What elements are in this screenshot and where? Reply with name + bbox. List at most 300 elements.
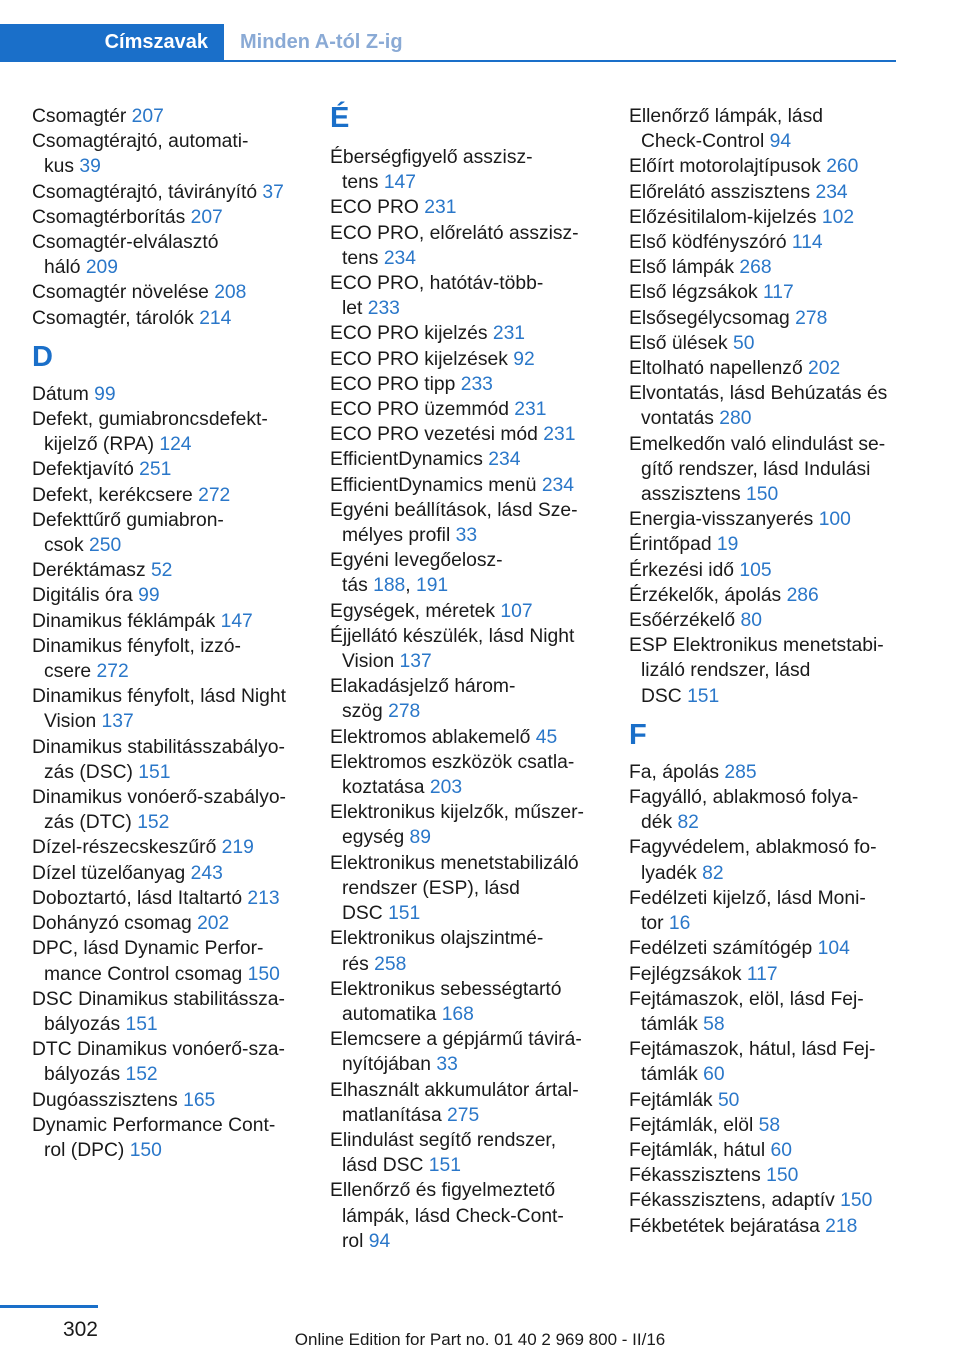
entry-term: Éjjellátó készülék, lásd Night [330, 625, 575, 647]
index-entry [330, 271, 605, 321]
index-entry: Egyéni levegőelosz‐ tás 188, 191 [330, 550, 503, 597]
index-column-2 [330, 104, 605, 1254]
page-reference-link[interactable]: 231 [424, 197, 457, 219]
index-entry [629, 583, 904, 608]
index-entry [32, 1113, 307, 1163]
index-entry [330, 977, 605, 1027]
index-entry [629, 987, 904, 1037]
entry-term: Első ködfényszóró [629, 232, 787, 254]
entry-term: Egyéni beállítások, lásd Sze‐ [330, 499, 578, 521]
page-reference-link[interactable]: 191 [415, 575, 449, 597]
index-entry [629, 835, 904, 885]
entry-term: Elektromos ablakemelő [330, 726, 531, 748]
entry-term-continuation: lámpák, lásd Check-Cont‐ [342, 1205, 564, 1227]
entry-term: Energia-visszanyerés [629, 509, 814, 531]
index-entry [629, 1113, 904, 1138]
entry-term-continuation: tor [641, 913, 664, 935]
page-reference-link[interactable]: 137 [399, 651, 432, 673]
entry-term: Dinamikus vonóerő-szabályo‐ [32, 787, 286, 809]
page-reference-link[interactable]: 233 [367, 298, 400, 320]
entry-term: Előzésitilalom-kijelzés [629, 206, 817, 228]
page-reference-link[interactable]: 99 [138, 585, 160, 607]
entry-term: ECO PRO, előrelátó asszisz‐ [330, 222, 579, 244]
index-entry [330, 447, 605, 472]
index-entry [32, 483, 307, 508]
entry-term: Egységek, méretek [330, 600, 496, 622]
index-entry [32, 936, 307, 986]
entry-term: Dinamikus stabilitásszabályo‐ [32, 736, 285, 758]
page-reference-link[interactable]: 39 [79, 156, 101, 178]
entry-term: Elvontatás, lásd Behúzatás és [629, 383, 888, 405]
entry-term: DTC Dinamikus vonóerő-sza‐ [32, 1039, 285, 1061]
index-entry [629, 180, 904, 205]
entry-term: DPC, lásd Dynamic Perfor‐ [32, 938, 264, 960]
page-reference-link[interactable]: 58 [758, 1114, 781, 1136]
page-reference-link[interactable]: 234 [815, 181, 848, 203]
entry-term: Előírt motorolajtípusok [629, 156, 821, 178]
entry-term: Csomagtér-elválasztó [32, 232, 219, 254]
page-reference-link[interactable]: 231 [543, 424, 576, 446]
entry-term-continuation: támlák [641, 1064, 698, 1086]
entry-term: Fagyvédelem, ablakmosó fo‐ [629, 837, 877, 859]
page-reference-link[interactable]: 150 [766, 1165, 799, 1187]
index-entry [629, 633, 904, 709]
entry-term-continuation: nyítójában [342, 1054, 431, 1076]
entry-term: ECO PRO [330, 197, 419, 219]
entry-term-continuation: rendszer (ESP), lásd [342, 877, 520, 899]
page-reference-link[interactable]: 45 [535, 726, 558, 748]
section-letter: F [629, 718, 647, 751]
page-reference-link[interactable]: 207 [131, 106, 164, 127]
entry-term: Dinamikus fényfolt, lásd Night [32, 686, 286, 708]
entry-term: ECO PRO, hatótáv-több‐ [330, 273, 544, 295]
entry-term-continuation: szög [342, 701, 383, 723]
index-entry [32, 684, 307, 734]
entry-term-continuation: gítő rendszer, lásd Indulási [641, 458, 871, 480]
page-reference-link[interactable]: 219 [221, 837, 254, 859]
page-reference-link[interactable]: 105 [739, 559, 772, 581]
page-reference-link[interactable]: 58 [703, 1013, 725, 1035]
page-reference-link[interactable]: 151 [687, 685, 720, 707]
page-reference-link[interactable]: 231 [514, 399, 547, 421]
page-reference-link[interactable]: 150 [840, 1190, 873, 1212]
index-entry [629, 532, 904, 557]
page-reference-link[interactable]: 168 [441, 1003, 474, 1025]
page-reference-link[interactable]: 102 [821, 206, 855, 228]
entry-term-continuation: rol [342, 1230, 364, 1252]
page-reference-link[interactable]: 150 [746, 484, 779, 506]
entry-term: Első légzsákok [629, 282, 758, 304]
page-reference-link[interactable]: 114 [791, 232, 823, 254]
page-reference-link[interactable]: 258 [374, 953, 407, 975]
index-entry [32, 1037, 307, 1087]
entry-term: Éberségfigyelő asszisz‐ [330, 147, 533, 168]
entry-term: Csomagtér [32, 106, 127, 127]
index-entry [629, 1138, 904, 1163]
page-reference-link[interactable]: 150 [247, 963, 280, 985]
page-reference-link[interactable]: 151 [125, 1013, 158, 1035]
index-entry [32, 609, 307, 634]
index-column-1 [32, 104, 307, 1163]
entry-term: Dízel tüzelőanyag [32, 862, 186, 884]
index-entry [32, 230, 307, 280]
index-entry [629, 381, 904, 431]
index-entry [32, 558, 307, 583]
page-reference-link[interactable]: 285 [724, 761, 757, 783]
page-reference-link[interactable]: 104 [817, 938, 850, 960]
page-reference-link[interactable]: 165 [183, 1089, 216, 1111]
entry-term-continuation: támlák [641, 1013, 698, 1035]
tab-cimszavak[interactable]: Címszavak [0, 24, 224, 60]
page-reference-link[interactable]: 19 [716, 534, 739, 556]
page-reference-link[interactable]: 100 [818, 509, 851, 531]
index-entry [629, 280, 904, 305]
entry-term-continuation: lásd DSC [342, 1155, 424, 1177]
page-reference-link[interactable]: 152 [137, 812, 170, 834]
index-entry [629, 1088, 904, 1113]
index-entry [32, 508, 307, 558]
entry-term: Emelkedőn való elindulást se‐ [629, 433, 886, 455]
page-reference-link[interactable]: 151 [138, 761, 171, 783]
page-reference-link[interactable]: 37 [262, 181, 284, 203]
page-reference-link[interactable]: 231 [492, 323, 526, 345]
index-entry [330, 221, 605, 271]
entry-term-continuation: bályozás [44, 1013, 121, 1035]
entry-term: Fejtámlák, elöl [629, 1114, 754, 1136]
entry-term: Dátum [32, 383, 89, 405]
page-reference-link[interactable]: 52 [150, 560, 173, 582]
entry-term: ECO PRO kijelzések [330, 348, 508, 370]
footer-rule [0, 1305, 98, 1308]
index-entry [330, 599, 605, 624]
index-entry [330, 321, 605, 346]
entry-term-continuation: zás (DTC) [44, 812, 132, 834]
page-reference-link[interactable]: 147 [220, 610, 253, 632]
tab-minden-a-tol-z-ig[interactable]: Minden A-tól Z-ig [240, 31, 403, 53]
page-reference-link[interactable]: 286 [786, 584, 819, 606]
entry-term-continuation: matlanítása [342, 1104, 442, 1126]
entry-term: Csomagtér növelése [32, 282, 209, 304]
entry-term: Defekt, kerékcsere [32, 484, 193, 506]
entry-term: Fékbetétek bejáratása [629, 1215, 820, 1237]
page-reference-link[interactable]: 234 [541, 474, 574, 496]
index-entry [629, 356, 904, 381]
entry-term-continuation: rol (DPC) [44, 1139, 125, 1161]
index-entry [330, 145, 605, 195]
section-letter: É [330, 102, 350, 134]
page-reference-link[interactable]: 275 [447, 1104, 480, 1126]
page-reference-link[interactable]: 214 [199, 307, 232, 329]
index-entry [32, 785, 307, 835]
index-entry [32, 886, 307, 911]
index-entry [330, 624, 605, 674]
page-reference-link[interactable]: 272 [96, 661, 129, 683]
entry-term-continuation: dék [641, 812, 673, 834]
entry-term: ECO PRO kijelzés [330, 323, 488, 345]
header-rule [0, 60, 896, 62]
page-reference-link[interactable]: 117 [762, 282, 794, 304]
entry-term-continuation: vontatás [641, 408, 714, 430]
page-reference-link[interactable]: 94 [368, 1230, 391, 1252]
entry-term: Első lámpák [629, 257, 735, 279]
page-reference-link[interactable]: 233 [460, 373, 493, 395]
page-reference-link[interactable]: 272 [198, 484, 231, 506]
index-entry [629, 1037, 904, 1087]
page-reference-link[interactable]: 33 [455, 525, 478, 547]
entry-term: Egyéni levegőelosz‐ [330, 550, 503, 572]
entry-term: Deréktámasz [32, 560, 146, 582]
page-reference-link[interactable]: 60 [770, 1139, 792, 1161]
page-reference-link[interactable]: 137 [101, 711, 134, 733]
entry-term: Defektjavító [32, 459, 134, 481]
entry-term-continuation: tens [342, 172, 379, 194]
index-entry [330, 1128, 605, 1178]
entry-term-continuation: csok [44, 535, 84, 557]
index-entry [32, 205, 307, 230]
entry-term: EfficientDynamics [330, 449, 483, 471]
index-entry [32, 735, 307, 785]
index-entry [629, 886, 904, 936]
entry-term: Elsősegélycsomag [629, 307, 790, 329]
entry-term: Ellenőrző és figyelmeztető [330, 1180, 556, 1202]
page-reference-link[interactable]: 280 [719, 408, 752, 430]
page-reference-link[interactable]: 80 [740, 610, 762, 632]
entry-term: Fékasszisztens [629, 1165, 761, 1187]
entry-term: Első ülések [629, 332, 728, 354]
page-reference-link[interactable]: 151 [428, 1155, 461, 1177]
index-entry [629, 205, 904, 230]
page-reference-link[interactable]: 251 [139, 459, 172, 481]
entry-term: Dinamikus féklámpák [32, 610, 216, 632]
index-entry [330, 397, 605, 422]
entry-term: ECO PRO vezetési mód [330, 424, 538, 446]
entry-term: Dynamic Performance Cont‐ [32, 1114, 276, 1136]
index-entry [330, 926, 605, 976]
entry-term: Elindulást segítő rendszer, [330, 1129, 557, 1151]
entry-term-continuation: Vision [342, 651, 395, 673]
entry-term-continuation: tás [342, 575, 368, 597]
index-entry [32, 835, 307, 860]
index-entry [629, 962, 904, 987]
page-reference-link[interactable]: 213 [247, 887, 280, 909]
page-reference-link[interactable]: 260 [826, 156, 859, 178]
page-reference-link[interactable]: 207 [190, 206, 223, 228]
page-reference-link[interactable]: 107 [500, 600, 533, 622]
entry-term: Fa, ápolás [629, 761, 720, 783]
entry-term: Érkezési idő [629, 559, 735, 581]
page-reference-link[interactable]: 208 [214, 282, 247, 304]
index-entry [330, 1078, 605, 1128]
entry-term: Elakadásjelző három‐ [330, 676, 516, 698]
page-number: 302 [62, 1318, 98, 1341]
page-reference-link[interactable]: 82 [677, 812, 699, 834]
index-entry [330, 725, 605, 750]
edition-footer: Online Edition for Part no. 01 40 2 969 800 - II/16 [294, 1330, 666, 1349]
index-entry [629, 507, 904, 532]
index-entry [32, 306, 307, 331]
page-reference-link[interactable]: 150 [129, 1139, 162, 1161]
entry-term-continuation: mance Control csomag [44, 963, 243, 985]
index-entry [629, 1214, 904, 1239]
page-reference-link[interactable]: 147 [383, 172, 416, 194]
page-reference-link[interactable]: 202 [808, 358, 841, 380]
entry-term: Dohányzó csomag [32, 913, 192, 935]
index-entry [32, 634, 307, 684]
index-entry [32, 457, 307, 482]
index-entry [32, 911, 307, 936]
entry-term: Defekt, gumiabroncsdefekt‐ [32, 409, 268, 431]
page-reference-link[interactable]: 202 [197, 913, 230, 935]
page-reference-link[interactable]: 218 [825, 1215, 858, 1237]
entry-term: Érintőpad [629, 534, 712, 556]
index-entry [629, 331, 904, 356]
entry-term: Elektronikus kijelzők, műszer‐ [330, 802, 584, 824]
entry-term: Elektronikus sebességtartó [330, 978, 562, 1000]
index-entry [629, 936, 904, 961]
page-reference-link[interactable]: 94 [769, 131, 792, 153]
page-reference-link[interactable]: 50 [732, 332, 755, 354]
entry-term: Csomagtér, tárolók [32, 307, 194, 329]
entry-term-continuation: csere [44, 661, 92, 683]
page-reference-link[interactable]: 82 [702, 862, 724, 884]
entry-term: Dinamikus fényfolt, izzó‐ [32, 635, 241, 657]
page-reference-link[interactable]: 188 [373, 575, 406, 597]
page-reference-link[interactable]: 50 [717, 1089, 740, 1111]
entry-term-continuation: kijelző (RPA) [44, 434, 154, 456]
index-entry [629, 255, 904, 280]
index-entry [629, 608, 904, 633]
entry-term-continuation: koztatása [342, 777, 425, 799]
entry-term-continuation: mélyes profil [342, 525, 451, 547]
page-reference-link[interactable]: 60 [703, 1064, 725, 1086]
index-entry [629, 1163, 904, 1188]
entry-term-continuation: DSC [641, 685, 682, 707]
entry-term: Elemcsere a gépjármű távirá‐ [330, 1029, 582, 1051]
entry-term-continuation: zás (DSC) [44, 761, 133, 783]
entry-term: Fagyálló, ablakmosó folya‐ [629, 787, 859, 809]
index-entry [629, 154, 904, 179]
entry-term: ECO PRO tipp [330, 373, 456, 395]
page-reference-link[interactable]: 203 [429, 777, 463, 799]
page-reference-link[interactable]: 152 [125, 1064, 158, 1086]
entry-term: Csomagtérborítás [32, 206, 186, 228]
index-entry [32, 129, 307, 179]
index-entry [32, 104, 307, 129]
page-reference-link[interactable]: 278 [388, 701, 421, 723]
index-entry [32, 1088, 307, 1113]
index-entry [330, 473, 605, 498]
index-entry [330, 347, 605, 372]
entry-term: Elektronikus menetstabilizáló [330, 852, 579, 874]
page-reference-link[interactable]: 151 [388, 903, 421, 925]
page-reference-link[interactable]: 234 [488, 449, 521, 471]
entry-term: Digitális óra [32, 585, 133, 607]
entry-term-continuation: kus [44, 156, 75, 178]
entry-term: ESP Elektronikus menetstabi‐ [629, 635, 884, 657]
index-entry [330, 422, 605, 447]
page-reference-link[interactable]: 250 [89, 535, 122, 557]
entry-term: Fejtámaszok, hátul, lásd Fej‐ [629, 1039, 876, 1061]
page-reference-link[interactable]: 16 [668, 913, 691, 935]
entry-term: Dízel-részecskeszűrő [32, 837, 217, 859]
entry-term: Eltolható napellenző [629, 358, 803, 380]
index-entry [32, 407, 307, 457]
index-entry [330, 674, 605, 724]
page-reference-link[interactable]: 209 [85, 257, 118, 279]
index-entry [330, 195, 605, 220]
index-entry [330, 800, 605, 850]
entry-term: Fejtámaszok, elöl, lásd Fej‐ [629, 988, 864, 1010]
entry-term-continuation: Vision [44, 711, 97, 733]
entry-term: ECO PRO üzemmód [330, 399, 509, 421]
page-reference-link[interactable]: 124 [159, 434, 192, 456]
entry-term-continuation: rés [342, 953, 369, 975]
header-tabbar [0, 24, 896, 62]
index-column-3 [629, 104, 904, 1239]
page-reference-link[interactable]: 92 [513, 348, 535, 370]
entry-term: Fejtámlák [629, 1089, 713, 1111]
entry-term-continuation: egység [342, 827, 405, 849]
index-entry [330, 1178, 605, 1254]
index-entry [629, 558, 904, 583]
entry-term: Csomagtérajtó, távirányító [32, 181, 258, 203]
entry-term: Defekttűrő gumiabron‐ [32, 509, 224, 531]
entry-term-continuation: asszisztens [641, 484, 741, 506]
index-entry [32, 987, 307, 1037]
entry-term-continuation: bályozás [44, 1064, 121, 1086]
section-letter: D [32, 340, 53, 373]
entry-term: Fékasszisztens, adaptív [629, 1190, 835, 1212]
index-entry [330, 372, 605, 397]
entry-term-continuation: lizáló rendszer, lásd [641, 660, 811, 682]
entry-term: Fedélzeti számítógép [629, 938, 813, 960]
entry-term-continuation: DSC [342, 903, 383, 925]
entry-term-continuation: let [342, 298, 363, 320]
entry-term: Érzékelők, ápolás [629, 584, 782, 606]
entry-term: Ellenőrző lámpák, lásd [629, 106, 823, 127]
index-entry [32, 861, 307, 886]
page-reference-link[interactable]: 99 [94, 383, 116, 405]
index-entry [32, 180, 307, 205]
page-reference-link[interactable]: 278 [795, 307, 828, 329]
page-reference-link[interactable]: 33 [436, 1054, 458, 1076]
index-entry [330, 1027, 605, 1077]
entry-term: DSC Dinamikus stabilitássza‐ [32, 988, 285, 1010]
page-reference-link[interactable]: 268 [739, 257, 772, 279]
entry-term: Csomagtérajtó, automati‐ [32, 131, 249, 153]
index-entry [330, 498, 605, 548]
entry-term: Elektromos eszközök csatla‐ [330, 751, 575, 773]
page-reference-link[interactable]: 234 [383, 247, 416, 269]
index-entry [629, 785, 904, 835]
entry-term-continuation: automatika [342, 1003, 437, 1025]
entry-term: Dugóasszisztens [32, 1089, 178, 1111]
page-reference-link[interactable]: 117 [746, 963, 778, 985]
index-entry [32, 382, 307, 407]
page-reference-link[interactable]: 243 [190, 862, 223, 884]
page-reference-link[interactable]: 89 [409, 827, 431, 849]
entry-term: Fejlégzsákok [629, 963, 742, 985]
index-entry [629, 760, 904, 785]
entry-term: Elhasznált akkumulátor ártal‐ [330, 1079, 579, 1101]
entry-term: Doboztartó, lásd Italtartó [32, 887, 243, 909]
index-entry [629, 306, 904, 331]
entry-term-continuation: háló [44, 257, 81, 279]
entry-term-continuation: lyadék [641, 862, 697, 884]
entry-term: Esőérzékelő [629, 610, 736, 632]
index-entry [629, 432, 904, 508]
index-entry [330, 750, 605, 800]
